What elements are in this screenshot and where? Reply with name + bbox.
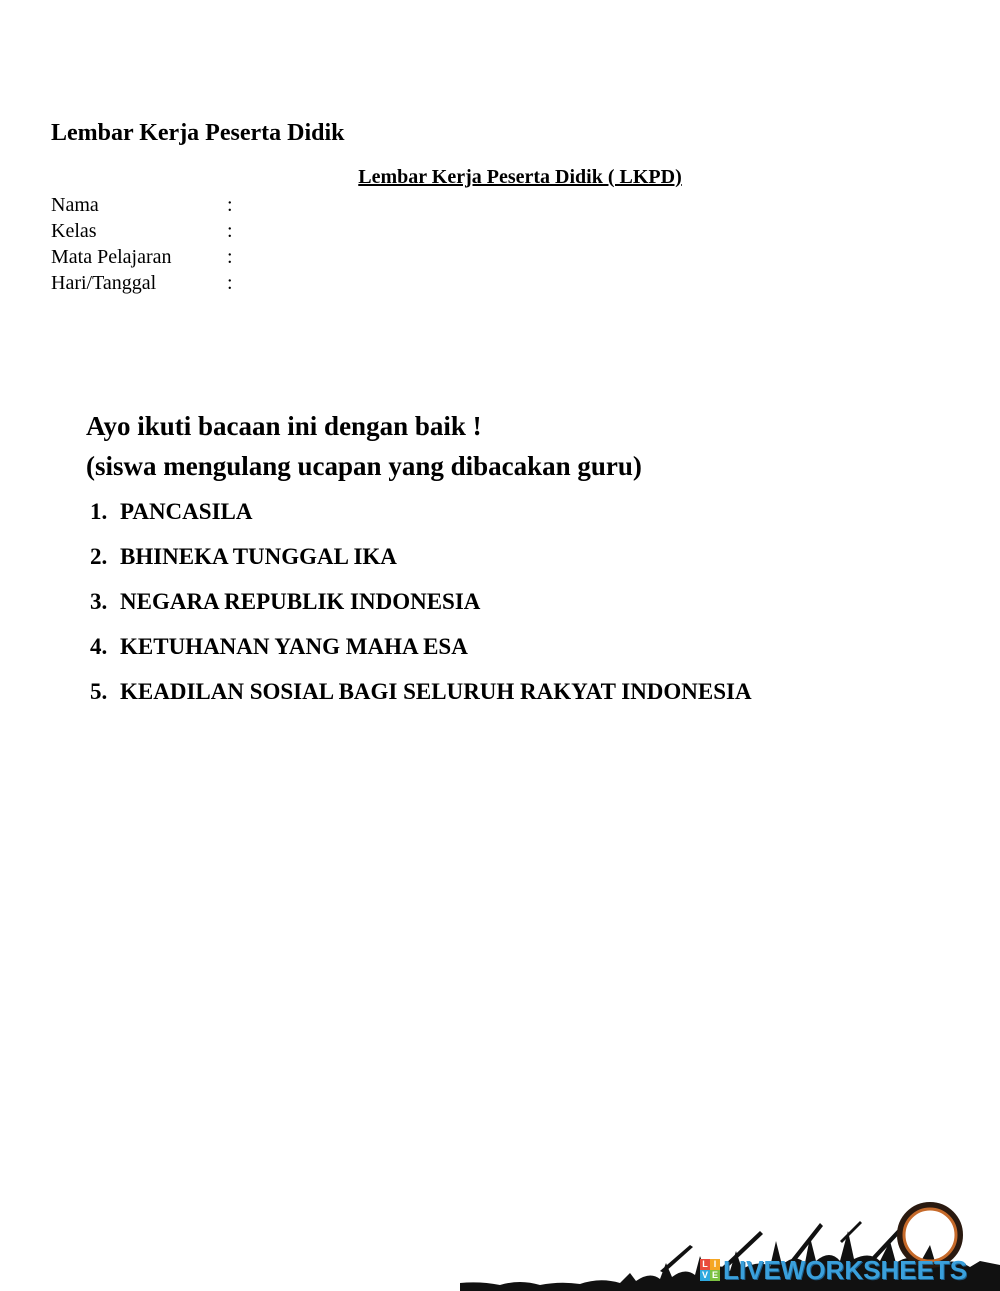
list-item-number: 2.	[90, 544, 108, 569]
info-colon: :	[227, 272, 233, 294]
badge-letter: I	[710, 1259, 720, 1270]
info-colon: :	[227, 246, 233, 268]
list-item	[90, 630, 752, 675]
list-item-text: BHINEKA TUNGGAL IKA	[120, 544, 397, 569]
instruction-line-1: Ayo ikuti bacaan ini dengan baik !	[86, 411, 482, 441]
badge-letter: V	[701, 1270, 708, 1280]
document-title: Lembar Kerja Peserta Didik	[51, 120, 345, 146]
list-item-number: 1.	[90, 499, 108, 524]
liveworksheets-logo	[700, 1254, 968, 1285]
info-row-nama	[51, 192, 247, 218]
instruction-line-2: (siswa mengulang ucapan yang dibacakan guru)	[86, 451, 642, 481]
info-colon: :	[227, 220, 233, 242]
instruction-block	[86, 406, 642, 486]
list-item-number: 3.	[90, 589, 108, 614]
info-label: Hari/Tanggal	[51, 272, 157, 294]
list-item-text: NEGARA REPUBLIK INDONESIA	[120, 589, 481, 614]
list-item-text: KETUHANAN YANG MAHA ESA	[120, 634, 468, 659]
liveworksheets-badge-icon	[700, 1259, 720, 1281]
info-label: Nama	[51, 194, 99, 216]
info-label: Kelas	[51, 220, 97, 242]
list-item	[90, 585, 752, 630]
badge-letter: E	[711, 1270, 718, 1280]
info-row-mata-pelajaran	[51, 244, 247, 270]
brand-name: LIVEWORKSHEETS	[723, 1254, 968, 1285]
info-label: Mata Pelajaran	[51, 246, 172, 268]
list-item	[90, 675, 752, 720]
list-item-text: PANCASILA	[120, 499, 253, 524]
info-colon: :	[227, 194, 233, 216]
list-item-text: KEADILAN SOSIAL BAGI SELURUH RAKYAT INDONESIA	[120, 679, 752, 704]
reading-list	[90, 495, 752, 720]
document-subtitle: Lembar Kerja Peserta Didik ( LKPD)	[358, 166, 682, 188]
list-item-number: 4.	[90, 634, 108, 659]
list-item	[90, 495, 752, 540]
list-item-number: 5.	[90, 679, 108, 704]
student-info-fields	[51, 192, 247, 296]
info-row-kelas	[51, 218, 247, 244]
badge-letter: L	[700, 1259, 710, 1270]
list-item	[90, 540, 752, 585]
info-row-hari-tanggal	[51, 270, 247, 296]
